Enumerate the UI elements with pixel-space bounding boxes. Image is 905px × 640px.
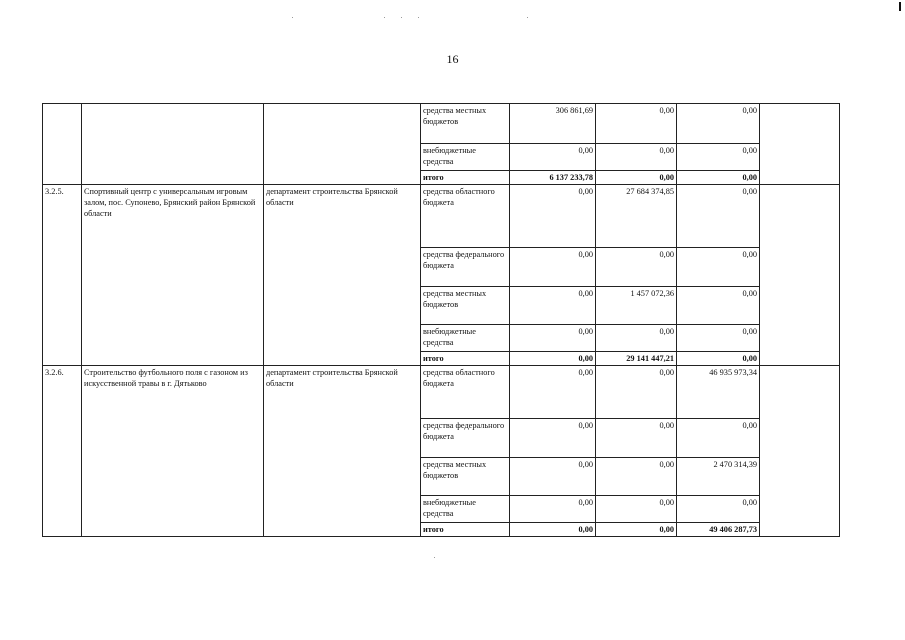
financing-table bbox=[42, 103, 840, 537]
amount-cell: 0,00 bbox=[596, 496, 677, 523]
amount-cell: 27 684 374,85 bbox=[596, 185, 677, 248]
funding-source: средства федерального бюджета bbox=[421, 248, 510, 287]
item-executor-cell: департамент строительства Брянской области bbox=[264, 366, 421, 537]
amount-cell: 0,00 bbox=[596, 325, 677, 352]
amount-cell: 0,00 bbox=[677, 171, 760, 185]
amount-cell: 0,00 bbox=[510, 458, 596, 496]
item-name-cell: Спортивный центр с универсальным игровым залом, пос. Супонево, Брянский район Брянской области bbox=[82, 185, 264, 366]
amount-cell: 0,00 bbox=[510, 352, 596, 366]
funding-source: итого bbox=[421, 523, 510, 537]
funding-source: средства местных бюджетов bbox=[421, 104, 510, 144]
amount-cell: 0,00 bbox=[596, 458, 677, 496]
amount-cell: 0,00 bbox=[596, 171, 677, 185]
amount-cell: 0,00 bbox=[677, 496, 760, 523]
scan-artifact bbox=[527, 17, 528, 18]
table-row bbox=[43, 104, 840, 144]
page-number: 16 bbox=[446, 52, 459, 66]
funding-source: средства местных бюджетов bbox=[421, 458, 510, 496]
item-code-cell: 3.2.5. bbox=[43, 185, 82, 366]
item-executor-cell bbox=[264, 104, 421, 185]
amount-cell: 0,00 bbox=[677, 185, 760, 248]
amount-cell: 2 470 314,39 bbox=[677, 458, 760, 496]
amount-cell: 306 861,69 bbox=[510, 104, 596, 144]
table-row bbox=[43, 366, 840, 419]
scan-artifact bbox=[292, 17, 293, 18]
amount-cell: 0,00 bbox=[510, 325, 596, 352]
amount-cell: 1 457 072,36 bbox=[596, 287, 677, 325]
amount-cell: 0,00 bbox=[596, 366, 677, 419]
funding-source: средства местных бюджетов bbox=[421, 287, 510, 325]
amount-cell: 0,00 bbox=[677, 287, 760, 325]
empty-cell bbox=[760, 104, 840, 185]
amount-cell: 0,00 bbox=[677, 144, 760, 171]
amount-cell: 0,00 bbox=[510, 496, 596, 523]
item-name-cell bbox=[82, 104, 264, 185]
amount-cell: 0,00 bbox=[596, 104, 677, 144]
amount-cell: 0,00 bbox=[677, 248, 760, 287]
scan-artifact bbox=[401, 17, 402, 18]
amount-cell: 46 935 973,34 bbox=[677, 366, 760, 419]
amount-cell: 0,00 bbox=[677, 104, 760, 144]
amount-cell: 0,00 bbox=[510, 523, 596, 537]
amount-cell: 0,00 bbox=[510, 287, 596, 325]
scan-edge-mark bbox=[899, 2, 901, 11]
item-code-cell bbox=[43, 104, 82, 185]
empty-cell bbox=[760, 185, 840, 366]
funding-source: внебюджетные средства bbox=[421, 496, 510, 523]
amount-cell: 0,00 bbox=[510, 248, 596, 287]
empty-cell bbox=[760, 366, 840, 537]
amount-cell: 0,00 bbox=[510, 185, 596, 248]
amount-cell: 0,00 bbox=[677, 419, 760, 458]
funding-source: внебюджетные средства bbox=[421, 144, 510, 171]
funding-source: итого bbox=[421, 352, 510, 366]
funding-source: средства федерального бюджета bbox=[421, 419, 510, 458]
amount-cell: 0,00 bbox=[510, 144, 596, 171]
amount-cell: 0,00 bbox=[510, 366, 596, 419]
table-row bbox=[43, 185, 840, 248]
scan-artifact bbox=[384, 17, 385, 18]
item-name-cell: Строительство футбольного поля с газоном из искусственной травы в г. Дятьково bbox=[82, 366, 264, 537]
amount-cell: 0,00 bbox=[510, 419, 596, 458]
funding-source: средства областного бюджета bbox=[421, 366, 510, 419]
funding-source: итого bbox=[421, 171, 510, 185]
item-code-cell: 3.2.6. bbox=[43, 366, 82, 537]
item-executor-cell: департамент строительства Брянской области bbox=[264, 185, 421, 366]
amount-cell: 0,00 bbox=[596, 419, 677, 458]
funding-source: средства областного бюджета bbox=[421, 185, 510, 248]
scan-artifact bbox=[418, 17, 419, 18]
amount-cell: 0,00 bbox=[596, 248, 677, 287]
funding-source: внебюджетные средства bbox=[421, 325, 510, 352]
amount-cell: 0,00 bbox=[677, 325, 760, 352]
amount-cell: 6 137 233,78 bbox=[510, 171, 596, 185]
amount-cell: 49 406 287,73 bbox=[677, 523, 760, 537]
amount-cell: 0,00 bbox=[677, 352, 760, 366]
amount-cell: 29 141 447,21 bbox=[596, 352, 677, 366]
amount-cell: 0,00 bbox=[596, 144, 677, 171]
amount-cell: 0,00 bbox=[596, 523, 677, 537]
scan-artifact bbox=[434, 557, 435, 558]
